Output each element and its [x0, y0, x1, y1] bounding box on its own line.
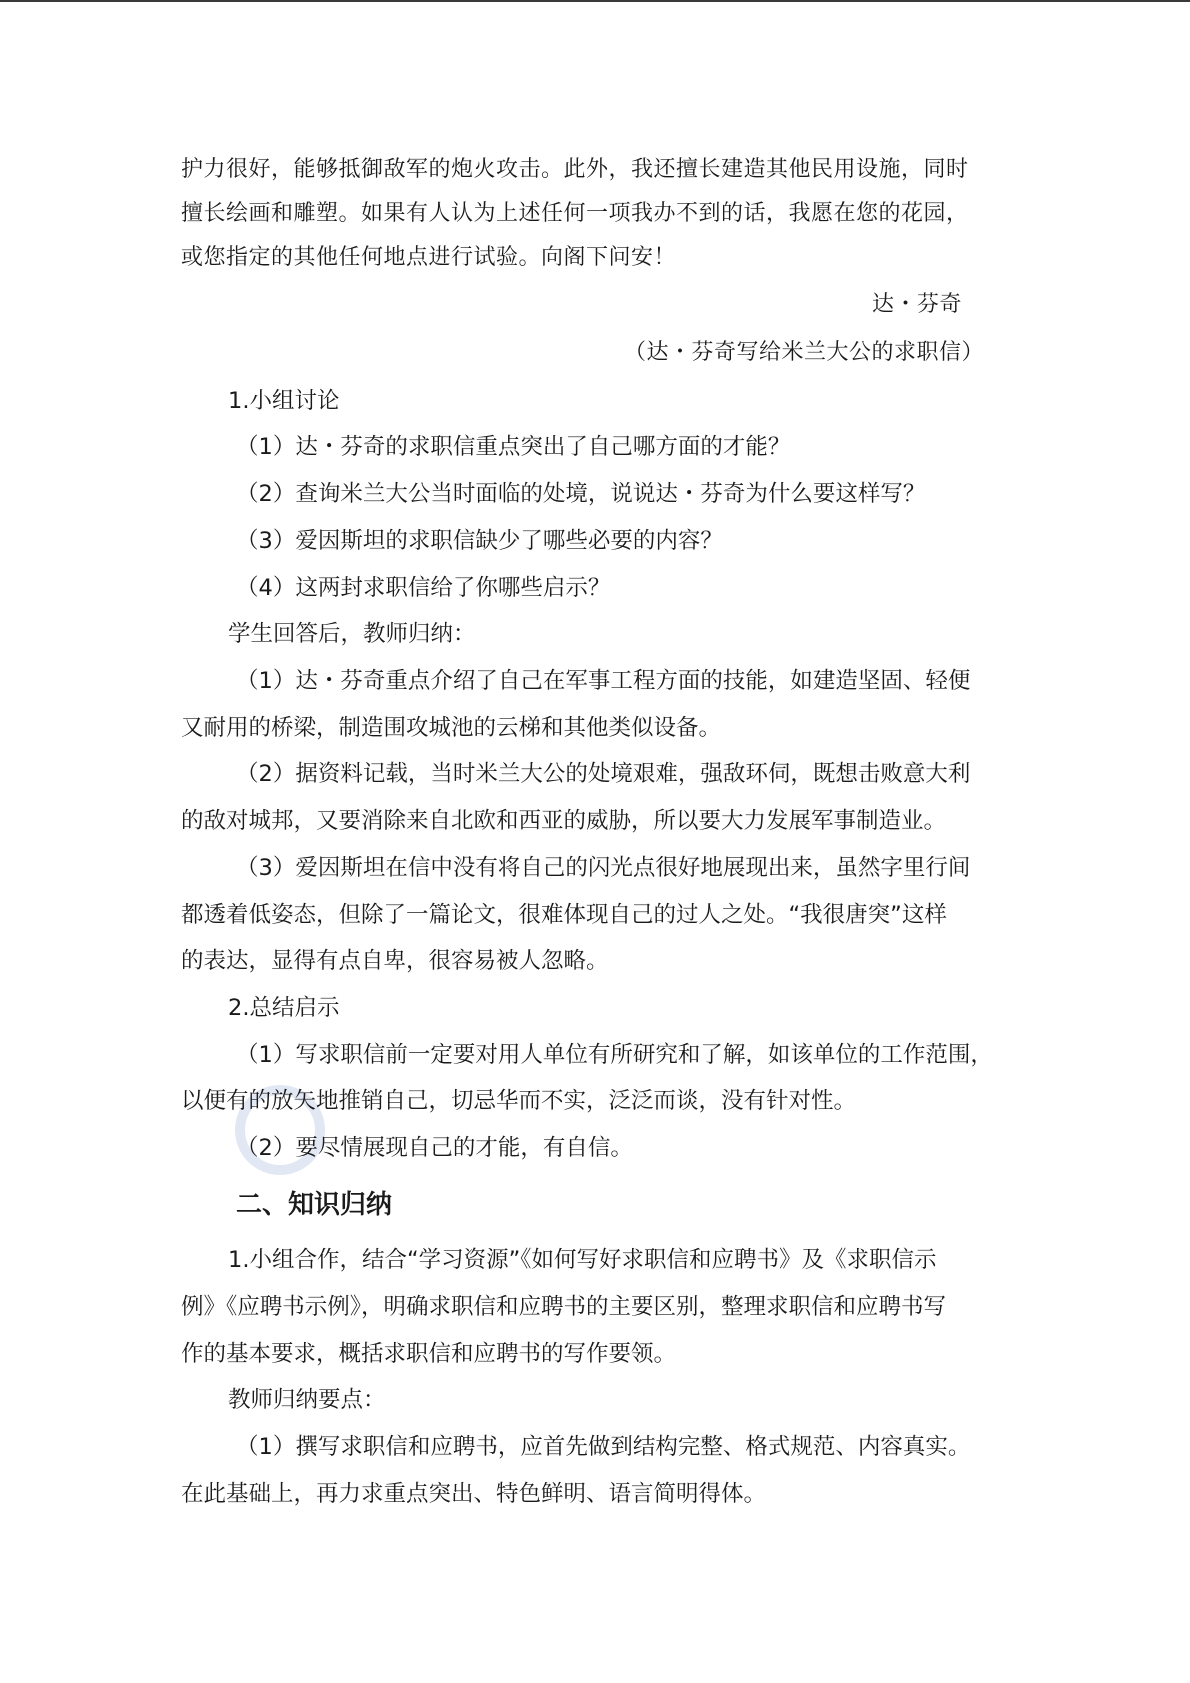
summary-line: 以便有的放矢地推销自己，切忌华而不实，泛泛而谈，没有针对性。 — [181, 1088, 857, 1114]
discussion-question: （1）达・芬奇的求职信重点突出了自己哪方面的才能？ — [236, 434, 791, 460]
letter-line: 护力很好，能够抵御敌军的炮火攻击。此外，我还擅长建造其他民用设施，同时 — [181, 157, 969, 182]
discussion-question: （3）爱因斯坦的求职信缺少了哪些必要的内容？ — [236, 528, 723, 554]
answer-line: 的表达，显得有点自卑，很容易被人忽略。 — [181, 948, 609, 974]
task-line: 例》《应聘书示例》，明确求职信和应聘书的主要区别，整理求职信和应聘书写 — [181, 1294, 947, 1320]
answer-line: 又耐用的桥梁，制造围攻城池的云梯和其他类似设备。 — [181, 715, 722, 741]
discussion-title: 1.小组讨论 — [228, 388, 340, 414]
letter-signature: 达・芬奇 — [872, 292, 963, 317]
teacher-intro: 教师归纳要点： — [228, 1387, 386, 1413]
point-line: （1）撰写求职信和应聘书，应首先做到结构完整、格式规范、内容真实。 — [236, 1434, 971, 1460]
answer-line: 都透着低姿态，但除了一篇论文，很难体现自己的过人之处。“我很唐突”这样 — [181, 902, 947, 928]
answer-line: 的敌对城邦，又要消除来自北欧和西亚的威胁，所以要大力发展军事制造业。 — [181, 808, 947, 834]
discussion-question: （4）这两封求职信给了你哪些启示？ — [236, 575, 611, 601]
discussion-question: （2）查询米兰大公当时面临的处境，说说达・芬奇为什么要这样写？ — [236, 481, 926, 507]
task-line: 作的基本要求，概括求职信和应聘书的写作要领。 — [181, 1341, 677, 1367]
page-top-border — [0, 0, 1190, 2]
answer-line: （2）据资料记载，当时米兰大公的处境艰难，强敌环伺，既想击败意大利 — [236, 761, 971, 787]
section-heading: 二、知识归纳 — [236, 1190, 393, 1220]
discussion-intro: 学生回答后，教师归纳： — [228, 621, 476, 647]
point-line: 在此基础上，再力求重点突出、特色鲜明、语言简明得体。 — [181, 1481, 767, 1507]
letter-caption: （达・芬奇写给米兰大公的求职信） — [624, 340, 985, 365]
letter-line: 擅长绘画和雕塑。如果有人认为上述任何一项我办不到的话，我愿在您的花园， — [181, 201, 969, 226]
answer-line: （3）爱因斯坦在信中没有将自己的闪光点很好地展现出来，虽然字里行间 — [236, 855, 971, 881]
summary-line: （1）写求职信前一定要对用人单位有所研究和了解，如该单位的工作范围， — [236, 1042, 993, 1068]
summary-title: 2.总结启示 — [228, 995, 340, 1021]
summary-line: （2）要尽情展现自己的才能，有自信。 — [236, 1135, 633, 1161]
letter-line: 或您指定的其他任何地点进行试验。向阁下问安！ — [181, 245, 677, 270]
task-line: 1.小组合作，结合“学习资源”《如何写好求职信和应聘书》及《求职信示 — [228, 1247, 937, 1273]
answer-line: （1）达・芬奇重点介绍了自己在军事工程方面的技能，如建造坚固、轻便 — [236, 668, 971, 694]
